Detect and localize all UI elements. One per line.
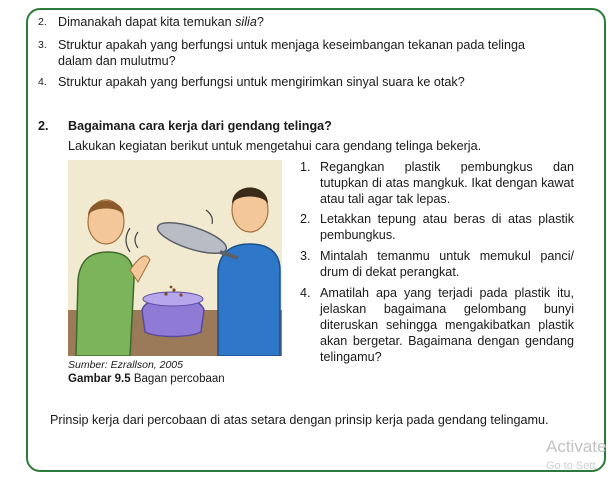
step-2-text: Letakkan tepung atau beras di atas plastik pembungkus.: [320, 212, 574, 242]
sound-mark: [135, 232, 138, 248]
left-person-shirt: [76, 252, 134, 356]
section-number: 2.: [38, 119, 49, 133]
question-4-text: Struktur apakah yang berfungsi untuk mengirimkan sinyal suara ke otak?: [58, 75, 465, 89]
step-2-number: 2.: [300, 212, 311, 226]
step-4-text: Amatilah apa yang terjadi pada plastik itu, jelaskan bagaimana gelombang bunyi diteruskan sehingga mengakibatkan plastik akan bergetar. Bagaimana dengan gendang telingamu?: [320, 286, 574, 364]
grain: [179, 293, 182, 296]
figure-caption: [68, 373, 225, 385]
step-1-text: Regangkan plastik pembungkus dan tutupkan di atas mangkuk. Ikat dengan kawat atau tali agar tak lepas.: [320, 160, 574, 206]
activation-watermark: Activate: [546, 437, 607, 456]
right-person-shirt: [218, 244, 280, 356]
section-intro: Lakukan kegiatan berikut untuk mengetahui cara gendang telinga bekerja.: [68, 139, 482, 153]
question-3-line1: Struktur apakah yang berfungsi untuk menjaga keseimbangan tekanan pada telinga: [58, 38, 525, 52]
section-title: Bagaimana cara kerja dari gendang telinga?: [68, 119, 332, 133]
sound-mark: [206, 210, 212, 224]
question-2-term: silia: [235, 15, 257, 29]
step-4-number: 4.: [300, 286, 311, 300]
experiment-drawing: [68, 160, 282, 356]
question-2-text: [58, 14, 264, 30]
question-3-number: 3.: [38, 39, 47, 51]
step-1-number: 1.: [300, 160, 311, 174]
question-2-mark: ?: [256, 15, 264, 29]
closing-paragraph: Prinsip kerja dari percobaan di atas setara dengan prinsip kerja pada gendang telingamu.: [50, 413, 549, 427]
cooking-pan: [154, 216, 229, 259]
question-3-line2: dalam dan mulutmu?: [58, 54, 176, 68]
grain: [170, 286, 173, 289]
grain: [164, 292, 167, 295]
question-2-number: 2.: [38, 16, 47, 28]
figure-caption-text: Bagan percobaan: [130, 373, 225, 385]
question-4-number: 4.: [38, 76, 47, 88]
question-2-text-main: Dimanakah dapat kita temukan: [58, 15, 236, 29]
plastic-wrap: [143, 292, 203, 306]
activation-watermark-sub: Go to Sett: [546, 460, 596, 472]
step-3-number: 3.: [300, 249, 311, 263]
experiment-illustration: [68, 160, 282, 356]
sound-mark: [126, 228, 130, 252]
figure-label: Gambar 9.5: [68, 373, 131, 385]
grain: [172, 288, 175, 291]
step-3-text: Mintalah temanmu untuk memukul panci/ drum di dekat perangkat.: [320, 249, 574, 279]
figure-source: Sumber: Ezrallson, 2005: [68, 359, 183, 371]
